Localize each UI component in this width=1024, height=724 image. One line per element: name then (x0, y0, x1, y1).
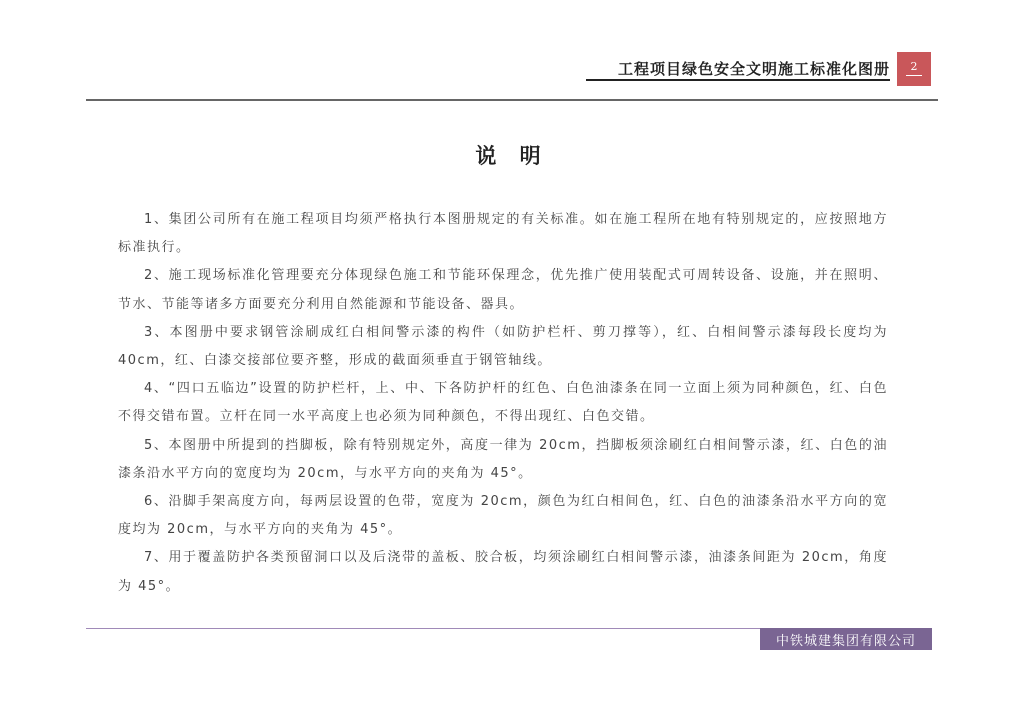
document-body (118, 206, 888, 601)
paragraph-2: 2、施工现场标准化管理要充分体现绿色施工和节能环保理念，优先推广使用装配式可周转设备、设施，并在照明、节水、节能等诸多方面要充分利用自然能源和节能设备、器具。 (118, 268, 888, 312)
paragraph-5: 5、本图册中所提到的挡脚板，除有特别规定外，高度一律为 20cm，挡脚板须涂刷红白相间警示漆，红、白色的油漆条沿水平方向的宽度均为 20cm，与水平方向的夹角为 45°。 (118, 437, 888, 481)
document-title: 说 明 (475, 143, 549, 168)
header-rule (86, 99, 938, 101)
header-title: 工程项目绿色安全文明施工标准化图册 (617, 60, 890, 78)
header-underline (586, 79, 890, 81)
footer-company-badge: 中铁城建集团有限公司 (760, 628, 932, 650)
paragraph-1: 1、集团公司所有在施工程项目均须严格执行本图册规定的有关标准。如在施工程所在地有特别规定的，应按照地方标准执行。 (118, 212, 888, 256)
paragraph-3: 3、本图册中要求钢管涂刷成红白相间警示漆的构件（如防护栏杆、剪刀撑等），红、白相间警示漆每段长度均为 40cm，红、白漆交接部位要齐整，形成的截面须垂直于钢管轴线。 (118, 324, 888, 369)
page-number-badge (897, 52, 931, 86)
paragraph-6: 6、沿脚手架高度方向，每两层设置的色带，宽度为 20cm，颜色为红白相间色，红、白色的油漆条沿水平方向的宽度均为 20cm，与水平方向的夹角为 45°。 (118, 494, 888, 538)
page-number: 2 (910, 60, 918, 73)
page-number-underline (906, 75, 922, 76)
paragraph-7: 7、用于覆盖防护各类预留洞口以及后浇带的盖板、胶合板，均须涂刷红白相间警示漆，油漆条间距为 20cm，角度为 45°。 (118, 550, 888, 594)
paragraph-4: 4、“四口五临边”设置的防护栏杆，上、中、下各防护杆的红色、白色油漆条在同一立面上须为同种颜色，红、白色不得交错布置。立杆在同一水平高度上也必须为同种颜色，不得出现红、白色交错。 (118, 381, 888, 425)
